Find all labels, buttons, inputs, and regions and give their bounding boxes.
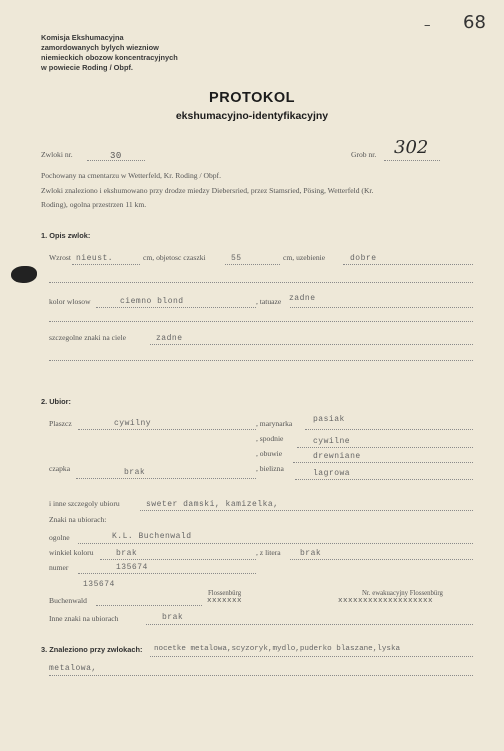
inne-znaki-value: brak (162, 613, 184, 622)
inne-szczegoly-rule (140, 510, 473, 511)
ink-blot (11, 266, 37, 283)
commission-header (41, 33, 178, 73)
znaki-ubiory-label: Znaki na ubiorach: (49, 515, 107, 524)
znaki-label: szczegolne znaki na ciele (49, 333, 126, 342)
obuwie-rule (293, 462, 473, 463)
litera-rule (290, 559, 473, 560)
tatuaze-rule (290, 307, 473, 308)
blank-rule-1 (49, 321, 473, 322)
section-1-title: 1. Opis zwlok: (41, 231, 91, 240)
ogolne-rule (78, 543, 473, 544)
header-line-3: niemieckich obozow koncentracyjnych (41, 53, 178, 62)
spodnie-rule (297, 447, 473, 448)
buchenwald-rule (96, 605, 202, 606)
ogolne-label: ogolne (49, 533, 70, 542)
czaszka-value: 55 (231, 254, 242, 263)
czapka-rule (76, 478, 256, 479)
buchenwald-label: Buchenwald (49, 596, 87, 605)
spodnie-label: , spodnie (256, 434, 284, 443)
wzrost-value: nieust. (76, 254, 114, 263)
kolor-value: ciemno blond (120, 297, 184, 306)
uzebienie-rule (343, 264, 473, 265)
tatuaze-label: , tatuaze (256, 297, 282, 306)
description-rule (49, 282, 473, 283)
kolor-label: kolor wlosow (49, 297, 91, 306)
bielizna-label: , bielizna (256, 464, 284, 473)
wzrost-rule (72, 264, 140, 265)
numer-value: 135674 (116, 563, 148, 572)
uzebienie-label: cm, uzebienie (283, 253, 326, 262)
marynarka-value: pasiak (313, 415, 345, 424)
litera-label: , z litera (256, 548, 281, 557)
section-2-title: 2. Ubior: (41, 397, 71, 406)
found-items-rule-1 (150, 656, 473, 657)
bielizna-rule (295, 479, 473, 480)
grob-rule (384, 160, 440, 161)
winkiel-rule (100, 559, 256, 560)
czapka-label: czapka (49, 464, 71, 473)
numer-extra: 135674 (83, 580, 115, 589)
obuwie-value: drewniane (313, 452, 361, 461)
header-line-1: Komisja Ekshumacyjna (41, 33, 124, 42)
burial-line: Pochowany na cmentarzu w Wetterfeld, Kr. Roding / Obpf. (41, 171, 221, 180)
inne-znaki-label: Inne znaki na ubiorach (49, 614, 119, 623)
document-title: PROTOKOL (209, 90, 295, 106)
found-items-value-2: metalowa, (49, 664, 97, 673)
document-subtitle: ekshumacyjno-identyfikacyjny (175, 110, 329, 122)
grob-label: Grob nr. (351, 150, 377, 159)
flossenburg-strikeout: xxxxxxx (207, 597, 243, 605)
numer-rule (78, 573, 256, 574)
nr-ewakuacyjny-strikeout: xxxxxxxxxxxxxxxxxxx (338, 597, 434, 605)
obuwie-label: , obuwie (256, 449, 283, 458)
header-line-2: zamordowanych bylych wiezniow (41, 43, 159, 52)
kolor-rule (96, 307, 256, 308)
znaki-rule (150, 344, 473, 345)
flossenburg-label: Flossenbürg (208, 590, 242, 597)
grob-value: 302 (394, 137, 429, 158)
inne-znaki-rule (146, 624, 473, 625)
found-items-value-1: nocetke metalowa,scyzoryk,mydlo,puderko blaszane,lyska (154, 645, 401, 653)
wzrost-label: Wzrost (49, 253, 71, 262)
found-line-1: Zwloki znaleziono i ekshumowano przy drodze miedzy Diebersried, przez Stamsried, Pösing, Wetterfeld (Kr. (41, 186, 374, 195)
found-line-2: Roding), ogolna przestrzen 11 km. (41, 200, 147, 209)
bielizna-value: lagrowa (313, 469, 351, 478)
nr-ewakuacyjny-label: Nr. ewakuacyjny Flossenbürg (362, 590, 443, 597)
winkiel-label: winkiel koloru (49, 548, 94, 557)
zwloki-value: 30 (110, 151, 122, 161)
plaszcz-rule (78, 429, 256, 430)
tatuaze-value: zadne (289, 294, 316, 303)
numer-label: numer (49, 563, 69, 572)
page-number: 68 (463, 12, 486, 33)
plaszcz-value: cywilny (114, 419, 152, 428)
blank-rule-2 (49, 360, 473, 361)
inne-szczegoly-label: i inne szczegoly ubioru (49, 499, 120, 508)
uzebienie-value: dobre (350, 254, 377, 263)
marynarka-label: , marynarka (256, 419, 293, 428)
litera-value: brak (300, 549, 322, 558)
ogolne-value: K.L. Buchenwald (112, 532, 192, 541)
marynarka-rule (305, 429, 473, 430)
corner-dash: – (424, 18, 431, 33)
spodnie-value: cywilne (313, 437, 351, 446)
czaszka-rule (225, 264, 280, 265)
found-items-rule-2 (49, 675, 473, 676)
objetosc-label: cm, objetosc czaszki (143, 253, 206, 262)
inne-szczegoly-value: sweter damski, kamizelka, (146, 500, 279, 509)
zwloki-label: Zwloki nr. (41, 150, 73, 159)
plaszcz-label: Plaszcz (49, 419, 72, 428)
header-line-4: w powiecie Roding / Obpf. (41, 63, 133, 72)
czapka-value: brak (124, 468, 146, 477)
section-3-title: 3. Znaleziono przy zwlokach: (41, 645, 143, 654)
znaki-value: zadne (156, 334, 183, 343)
winkiel-value: brak (116, 549, 138, 558)
